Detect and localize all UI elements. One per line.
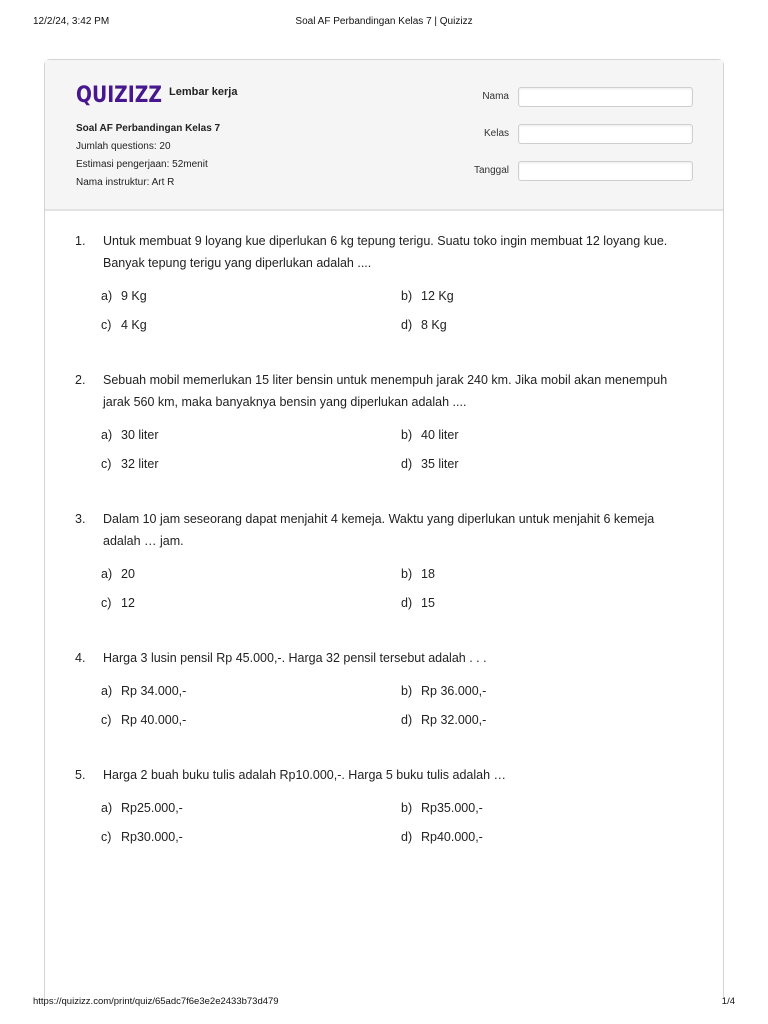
question-number: 3. [75, 512, 86, 526]
option-b: b) 12 Kg [401, 289, 454, 303]
option-c: c) 32 liter [101, 457, 159, 471]
question-text: Untuk membuat 9 loyang kue diperlukan 6 kg tepung terigu. Suatu toko ingin membuat 12 loyang kue. Banyak tepung terigu yang diperlukan adalah .... [103, 234, 668, 270]
print-page-title: Soal AF Perbandingan Kelas 7 | Quizizz [295, 16, 473, 27]
date-label: Tanggal [473, 165, 509, 176]
question-text: Dalam 10 jam seseorang dapat menjahit 4 kemeja. Waktu yang diperlukan untuk menjahit 6 kemeja adalah … jam. [103, 512, 655, 548]
option-a: a) 20 [101, 567, 135, 581]
question-1 [75, 230, 685, 369]
question-4 [75, 647, 685, 764]
question-number: 2. [75, 373, 86, 387]
question-count: Jumlah questions: 20 [76, 141, 171, 152]
question-list [75, 230, 685, 881]
class-field[interactable] [518, 124, 693, 144]
logo-wordmark: QUIZIZZ [76, 83, 162, 108]
question-3 [75, 508, 685, 647]
print-date: 12/2/24, 3:42 PM [33, 16, 110, 27]
name-field[interactable] [518, 87, 693, 107]
quiz-info [76, 120, 220, 192]
option-c: c) Rp30.000,- [101, 830, 183, 844]
question-text: Harga 3 lusin pensil Rp 45.000,-. Harga 32 pensil tersebut adalah . . . [103, 651, 487, 665]
option-d: d) 35 liter [401, 457, 459, 471]
option-b: b) 40 liter [401, 428, 459, 442]
class-label: Kelas [483, 128, 509, 139]
quiz-title: Soal AF Perbandingan Kelas 7 [76, 123, 221, 134]
question-number: 1. [75, 234, 86, 248]
option-a: a) 9 Kg [101, 289, 147, 303]
option-d: d) Rp 32.000,- [401, 713, 487, 727]
question-number: 5. [75, 768, 86, 782]
answer-options [101, 425, 685, 474]
option-b: b) 18 [401, 567, 435, 581]
question-number: 4. [75, 651, 86, 665]
option-c: c) 12 [101, 596, 135, 610]
worksheet-header [45, 60, 723, 211]
option-a: a) Rp 34.000,- [101, 684, 187, 698]
worksheet-card [44, 59, 724, 999]
name-label: Nama [482, 91, 509, 102]
worksheet-label: Lembar kerja [169, 86, 238, 98]
option-b: b) Rp35.000,- [401, 801, 483, 815]
option-b: b) Rp 36.000,- [401, 684, 487, 698]
quizizz-logo [76, 80, 164, 108]
print-footer [33, 996, 735, 1010]
option-c: c) 4 Kg [101, 318, 147, 332]
time-estimate: Estimasi pengerjaan: 52menit [76, 159, 208, 170]
option-c: c) Rp 40.000,- [101, 713, 187, 727]
date-field[interactable] [518, 161, 693, 181]
option-a: a) Rp25.000,- [101, 801, 183, 815]
option-d: d) 15 [401, 596, 435, 610]
option-a: a) 30 liter [101, 428, 159, 442]
instructor-name: Nama instruktur: Art R [76, 177, 175, 188]
print-header [33, 16, 735, 30]
question-2 [75, 369, 685, 508]
page-number: 1/4 [721, 996, 735, 1007]
question-5 [75, 764, 685, 881]
answer-options [101, 681, 685, 730]
option-d: d) Rp40.000,- [401, 830, 483, 844]
print-url: https://quizizz.com/print/quiz/65adc7f6e3e2e2433b73d479 [33, 996, 279, 1007]
question-text: Harga 2 buah buku tulis adalah Rp10.000,-. Harga 5 buku tulis adalah … [103, 768, 507, 782]
option-d: d) 8 Kg [401, 318, 447, 332]
answer-options [101, 286, 685, 335]
answer-options [101, 564, 685, 613]
answer-options [101, 798, 685, 847]
question-text: Sebuah mobil memerlukan 15 liter bensin untuk menempuh jarak 240 km. Jika mobil akan menempuh jarak 560 km, maka banyaknya bensin yang diperlukan adalah .... [103, 373, 668, 409]
